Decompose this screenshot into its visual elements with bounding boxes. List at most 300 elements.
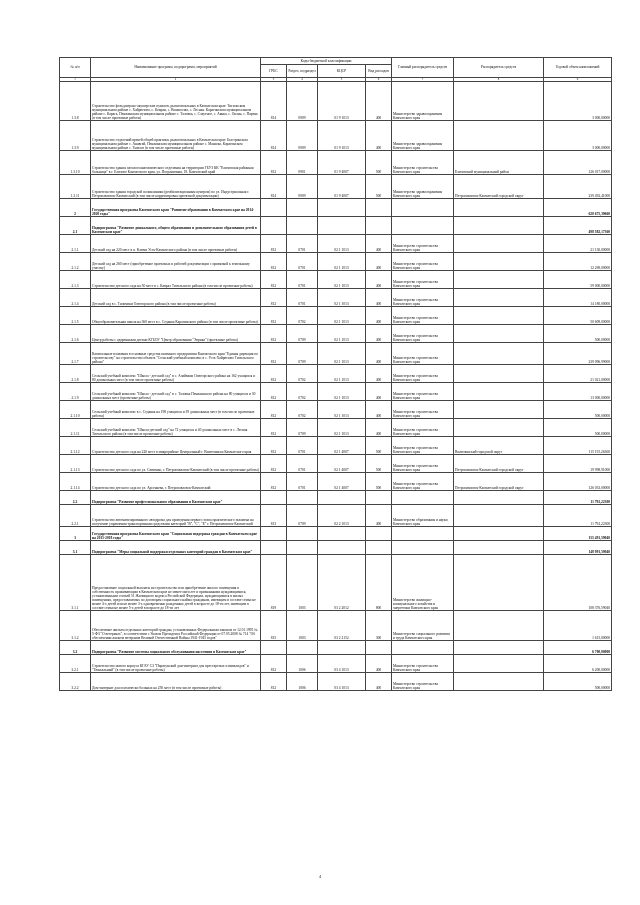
row-ksr: 02 1 1013 [318,325,366,343]
row-razdel: 0701 [287,271,318,289]
row-vr: 500 [366,437,392,455]
row-recipient [454,611,544,641]
row-amount: 14 180,00000 [544,289,612,307]
row-main-manager: Министерство строительства Камчатского края [392,383,454,401]
row-recipient [454,253,544,271]
row-main-manager [392,641,454,655]
row-number: 3.2.2 [60,673,91,691]
col-name-header: Наименование программ, подпрограмм, мероприятий [91,58,261,78]
table-row [60,343,612,365]
row-amount: 19 998,91000 [544,455,612,473]
row-vr: 400 [366,383,392,401]
row-razdel [287,217,318,235]
row-grbs: 812 [261,473,287,491]
row-number: 2.1.10 [60,401,91,419]
col-index: 4 [287,78,318,82]
table-row [60,253,612,271]
row-name: Подпрограмма "Развитие дошкольного, общего образования и дополнительного образования детей в Камчатском крае" [91,217,261,235]
row-amount: 11 792,22300 [544,491,612,505]
row-name: Детский сад на 260 мест (приобретение проектных и рабочей документации с привязкой к земельному участку) [91,253,261,271]
row-number: 2.1.3 [60,271,91,289]
row-grbs: 812 [261,325,287,343]
table-row [60,289,612,307]
row-amount: 126 017,00000 [544,151,612,175]
col-index: 5 [318,78,366,82]
row-vr: 500 [366,455,392,473]
row-name: Строительство отделений врачей общей практики, рыльтовоальных в Камчатском крае: Быстринском муниципальном районе с. Анавгай, Пенжинском муниципальном районе с. Манилы, Карагинском муниципальном районе с. Тымлат (в том числе проектные работы) [91,121,261,151]
row-name: Строительство детского сада на 220 мест в микрорайоне Центральный г. Вилючинска Камчатского края [91,437,261,455]
table-row [60,455,612,473]
row-main-manager: Министерство строительства Камчатского края [392,401,454,419]
row-number: 3.1 [60,541,91,555]
row-name: Обеспечение жильем отдельных категорий граждан, установленных Федеральным законом от 12.01.1995 № 5-ФЗ "О ветеранах", в соответствии с Указом Президента Российской Федерации от 07.05.2008 № 714 "Об обеспечении жильем ветеранов Великой Отечественной Войны 1941-1945 годов" [91,611,261,641]
row-number: 2.1.12 [60,437,91,455]
row-amount: 50 609,00000 [544,307,612,325]
row-number: 2.1.11 [60,419,91,437]
row-number: 2.2 [60,491,91,505]
row-main-manager: Министерство строительства Камчатского края [392,151,454,175]
row-grbs: 814 [261,82,287,121]
row-main-manager: Министерство жилищно-коммунального хозяйства и энергетики Камчатского края [392,555,454,611]
table-row [60,175,612,199]
col-amount-header: Годовой объем капвложений [544,58,612,78]
row-amount: 6 200,00000 [544,655,612,673]
col-main-manager-header: Главный распорядитель средств [392,58,454,78]
row-name: Детский сад на 220 мест в п. Ключи Усть-Камчатского района (в том числе проектные работы) [91,235,261,253]
row-name: Капитальные вложения в основные средства казенного предприятия Камчатского края "Единая дирекция по строительству" на строительство объекта "Сельский учебный комплекс в с. Усть-Хайрюзово Тигильского района" [91,343,261,365]
row-razdel: 1006 [287,655,318,673]
row-recipient [454,491,544,505]
row-number: 3.2.1 [60,655,91,673]
table-body [60,82,612,691]
row-ksr [318,527,366,541]
row-razdel: 0702 [287,401,318,419]
row-amount: 11 792,22300 [544,505,612,527]
row-recipient: Петропавловск-Камчатский городской округ [454,473,544,491]
row-name: Подпрограмма "Развитие системы социального обслуживания населения в Камчатском крае" [91,641,261,655]
row-vr [366,541,392,555]
col-index: 6 [366,78,392,82]
row-number: 1.3.11 [60,175,91,199]
row-ksr: 02 1 4007 [318,473,366,491]
row-vr: 400 [366,673,392,691]
row-razdel [287,541,318,555]
row-amount: 500,00000 [544,325,612,343]
row-ksr [318,491,366,505]
row-amount: 3 000,00000 [544,82,612,121]
row-vr [366,491,392,505]
row-recipient [454,343,544,365]
col-number-header: № п/п [60,58,91,78]
row-name: Строительство детского сада на 50 мест в с. Каврал Тигильского района (в том числе проектные работы) [91,271,261,289]
row-main-manager: Министерство строительства Камчатского края [392,343,454,365]
row-main-manager: Министерство здравоохранения Камчатского края [392,175,454,199]
row-name: Сельский учебный комплекс "Школа - детский сад" в с. Ачайваям Олюторского района на 162 учащихся и 80 дошкольных мест (в том числе проектные работы) [91,365,261,383]
row-ksr: 02 1 1013 [318,419,366,437]
row-main-manager: Министерство строительства Камчатского края [392,655,454,673]
row-main-manager: Министерство строительства Камчатского края [392,419,454,437]
row-razdel [287,491,318,505]
row-recipient [454,82,544,121]
table-row [60,641,612,655]
row-razdel: 0909 [287,121,318,151]
row-recipient [454,383,544,401]
row-amount: 155 491,59040 [544,527,612,541]
row-name: Строительство автоматизированного автодрома для проведения первого этапа практического экзамена на получение управления транспортными средствами категорий "В", "С", "Е" г. Петропавловск-Камчатский [91,505,261,527]
row-grbs: 812 [261,673,287,691]
row-grbs [261,541,287,555]
row-number: 2.1.1 [60,235,91,253]
row-grbs: 812 [261,419,287,437]
table-row [60,307,612,325]
row-recipient [454,199,544,217]
row-ksr [318,541,366,555]
row-recipient: Петропавловск-Камчатский городской округ [454,455,544,473]
row-amount: 500,00000 [544,419,612,437]
row-vr [366,527,392,541]
row-name: Государственная программа Камчатского края "Социальная поддержка граждан в Камчатском крае на 2015-2018 годы" [91,527,261,541]
row-razdel: 0709 [287,505,318,527]
row-main-manager: Министерство строительства Камчатского края [392,325,454,343]
row-main-manager: Министерство строительства Камчатского края [392,289,454,307]
row-name: Подпрограмма "Меры социальной поддержки отдельных категорий граждан в Камчатском крае" [91,541,261,555]
row-recipient [454,271,544,289]
row-number: 2.1.7 [60,343,91,365]
row-amount: 239 492,41000 [544,175,612,199]
table-row [60,419,612,437]
row-main-manager: Министерство строительства Камчатского края [392,473,454,491]
row-razdel: 0701 [287,455,318,473]
col-recipient-header: Распорядитель средств [454,58,544,78]
row-number: 1.3.10 [60,151,91,175]
row-name: Детский сад в с. Тиличики Олюторского района (в том числе проектные работы) [91,289,261,307]
table-row [60,271,612,289]
row-name: Строительство фельдшерско-акушерских пунктов, рыльтовоальных в Камчатском крае: Тигильском муниципальном районе с. Хайрюзово, с. Ковран, с. Воямполка, с. Лесная. Карагинском муниципальном районе с. Карага, Пенжинском муниципальном районе с. Таловка, с. Слаутное, с. Аянка, с. Оклан, с. Парень (в том числе проектные работы) [91,82,261,121]
row-grbs [261,217,287,235]
row-amount: 1 615,00000 [544,611,612,641]
row-main-manager: Министерство строительства Камчатского края [392,307,454,325]
row-ksr: 02 1 1013 [318,235,366,253]
row-amount: 108 376,59040 [544,555,612,611]
row-main-manager [392,491,454,505]
row-recipient [454,541,544,555]
row-name: Строительство здания патологоанатомического отделения на территории ГБУЗ КК "Елизовская районная больница" в г. Елизово Камчатского края, ул. Пограничная, 18. Камчатский край [91,151,261,175]
table-row [60,325,612,343]
row-razdel: 0702 [287,307,318,325]
row-razdel: 1003 [287,611,318,641]
row-number: 1.3.9 [60,121,91,151]
row-recipient [454,325,544,343]
row-grbs: 813 [261,505,287,527]
row-grbs: 812 [261,307,287,325]
col-ksr-header: КЦСР [318,65,366,78]
row-ksr: 03 2 2152 [318,611,366,641]
row-razdel [287,527,318,541]
row-vr: 800 [366,555,392,611]
row-name: Дом-интернат для психически больных на 250 мест (в том числе проектные работы) [91,673,261,691]
row-main-manager: Министерство строительства Камчатского края [392,673,454,691]
row-number: 2.1.4 [60,289,91,307]
row-amount: 12 269,00000 [544,253,612,271]
row-vr: 400 [366,271,392,289]
row-name: Предоставление социальной выплаты на строительство или приобретение жилого помещения в собственность проживающим в Камчатском крае не менее пяти лет и признанными нуждающимися, установленными статьей 51 Жилищного кодекса Российской Федерации, нуждающимися в жилых помещениях, предоставляемых по договорам социального найма гражданам, имеющим в составе семьи не менее 4-х детей или не менее 3-х одновременно рожденных детей в возрасте до 18-ти лет, имеющим в составе семьи не менее 5-х детей в возрасте до 18-ти лет [91,555,261,611]
row-number: 3.1.2 [60,611,91,641]
row-ksr: 02 2 1013 [318,505,366,527]
row-amount: 620 675,39660 [544,199,612,217]
table-row [60,527,612,541]
row-grbs: 812 [261,655,287,673]
row-number: 3 [60,527,91,541]
row-ksr: 03 2 2012 [318,555,366,611]
row-amount: 126 033,00000 [544,473,612,491]
row-vr: 400 [366,365,392,383]
row-vr: 400 [366,343,392,365]
row-ksr: 01 9 1013 [318,82,366,121]
row-razdel: 0702 [287,365,318,383]
row-number: 2.1.6 [60,325,91,343]
row-vr: 400 [366,655,392,673]
row-amount: 498 582,17360 [544,217,612,235]
row-amount: 3 000,00000 [544,121,612,151]
col-grbs-header: ГРБС [261,65,287,78]
table-row [60,655,612,673]
row-recipient [454,401,544,419]
row-main-manager: Министерство строительства Камчатского края [392,271,454,289]
row-amount: 21 130,00000 [544,235,612,253]
col-index: 8 [454,78,544,82]
row-main-manager: Министерство образования и науки Камчатского края [392,505,454,527]
row-recipient [454,365,544,383]
row-grbs: 812 [261,455,287,473]
row-razdel: 0702 [287,383,318,401]
row-main-manager: Министерство социального развития и труда Камчатского края [392,611,454,641]
table-row [60,611,612,641]
row-ksr: 02 1 1013 [318,365,366,383]
table-row [60,121,612,151]
row-number: 1.3.8 [60,82,91,121]
row-main-manager [392,199,454,217]
row-vr: 400 [366,401,392,419]
row-vr: 400 [366,82,392,121]
row-vr: 400 [366,289,392,307]
row-vr: 500 [366,151,392,175]
table-row [60,491,612,505]
row-ksr [318,199,366,217]
row-ksr: 02 1 1013 [318,289,366,307]
col-index: 7 [392,78,454,82]
row-razdel: 0701 [287,253,318,271]
row-razdel: 0901 [287,151,318,175]
row-number: 2.1.14 [60,473,91,491]
row-amount: 59 000,00000 [544,271,612,289]
row-vr: 500 [366,473,392,491]
row-razdel [287,641,318,655]
row-name: Сельский учебный комплекс "Школа-детский сад" на 72 учащихся и 40 дошкольных мест в с. Лесная Тигильского района (в том числе проектные работы) [91,419,261,437]
row-name: Строительство детского сада по ул. Савченко, г. Петропавловск-Камчатский (в том числе проектные работы) [91,455,261,473]
row-number: 2.2.1 [60,505,91,527]
table-row [60,199,612,217]
row-razdel: 1003 [287,555,318,611]
row-number: 2.1.9 [60,383,91,401]
col-razdel-header: Раздел, подраздел [287,65,318,78]
row-recipient [454,641,544,655]
row-recipient: Петропавловск-Камчатский городской округ [454,175,544,199]
row-main-manager [392,217,454,235]
row-razdel: 0909 [287,175,318,199]
row-recipient [454,307,544,325]
col-index: 1 [60,78,91,82]
row-ksr: 01 9 4007 [318,151,366,175]
row-ksr: 03 4 1013 [318,673,366,691]
row-name: Строительство детского сада по ул. Арсеньева, г. Петропавловск-Камчатский [91,473,261,491]
table-row [60,541,612,555]
row-number: 3.2 [60,641,91,655]
row-razdel: 0701 [287,289,318,307]
row-name: Сельский учебный комплекс в с. Седанка на 198 учащихся и 39 дошкольных мест (в том числе проектные работы) [91,401,261,419]
row-recipient [454,289,544,307]
row-amount: 500,00000 [544,673,612,691]
row-number: 3.1.1 [60,555,91,611]
row-recipient [454,217,544,235]
row-number: 2.1.13 [60,455,91,473]
row-amount: 500,00000 [544,401,612,419]
row-main-manager: Министерство строительства Камчатского края [392,437,454,455]
table-row [60,505,612,527]
col-index: 9 [544,78,612,82]
row-razdel: 0701 [287,235,318,253]
row-grbs: 812 [261,253,287,271]
row-razdel: 1006 [287,673,318,691]
capital-investment-table [59,57,612,691]
row-ksr: 02 1 1013 [318,307,366,325]
row-main-manager: Министерство строительства Камчатского края [392,455,454,473]
row-grbs: 814 [261,121,287,151]
table-row [60,401,612,419]
row-number: 2.1.5 [60,307,91,325]
row-name: Строительство здания городской поликлиники (реабилитационным центром) по ул. Индустриальная г. Петропавловск-Камчатский (в том числе корректировка проектной документации) [91,175,261,199]
row-main-manager: Министерство здравоохранения Камчатского края [392,121,454,151]
row-vr: 400 [366,253,392,271]
col-index: 2 [91,78,261,82]
row-ksr: 02 1 4007 [318,437,366,455]
row-razdel [287,199,318,217]
row-grbs: 812 [261,151,287,175]
row-amount: 239 096,99000 [544,343,612,365]
row-razdel: 0709 [287,325,318,343]
row-ksr: 01 9 1013 [318,121,366,151]
row-ksr [318,641,366,655]
row-name: Подпрограмма "Развитие профессионального образования в Камчатском крае" [91,491,261,505]
row-number: 2 [60,199,91,217]
page-number: 4 [318,874,322,879]
row-name: Сельский учебный комплекс "Школа - детский сад" в с. Таловка Пенжинского района на 80 учащихся и 30 дошкольных мест (проектные работы) [91,383,261,401]
row-amount: 21 021,00000 [544,365,612,383]
row-ksr: 02 1 1013 [318,253,366,271]
row-main-manager [392,527,454,541]
row-grbs: 815 [261,611,287,641]
row-vr: 400 [366,505,392,527]
row-name: Государственная программа Камчатского края "Развитие образования в Камчатском крае на 2014-2020 годы" [91,199,261,217]
row-vr: 400 [366,235,392,253]
row-vr: 500 [366,175,392,199]
row-ksr: 02 1 4007 [318,455,366,473]
row-recipient [454,235,544,253]
row-razdel: 0709 [287,343,318,365]
table-row [60,555,612,611]
row-vr: 300 [366,611,392,641]
row-vr: 400 [366,325,392,343]
row-grbs: 812 [261,365,287,383]
row-ksr: 02 1 1013 [318,383,366,401]
row-vr [366,641,392,655]
row-vr [366,199,392,217]
row-ksr: 02 1 1013 [318,401,366,419]
table-row [60,473,612,491]
row-main-manager [392,541,454,555]
table-row [60,383,612,401]
row-name: Строительство нового корпуса КГАУ СЗ "Паратунский дом-интернат для престарелых и инвалидов" и "Тюньальный" (в том числе проектные работы) [91,655,261,673]
row-grbs [261,199,287,217]
row-recipient [454,121,544,151]
row-grbs: 812 [261,437,287,455]
row-grbs [261,491,287,505]
row-number: 2.1.8 [60,365,91,383]
col-vr-header: Вид расходов [366,65,392,78]
budget-table-sheet [59,57,611,691]
budget-codes-header: Коды бюджетной классификации [261,58,392,65]
row-razdel: 0709 [287,419,318,437]
table-row [60,365,612,383]
row-grbs [261,527,287,541]
row-name: Центр работы с одаренными детьми КГБОУ "Центр образования "Эврика" (проектные работы) [91,325,261,343]
row-recipient [454,655,544,673]
row-main-manager: Министерство строительства Камчатского края [392,253,454,271]
row-main-manager: Министерство строительства Камчатского края [392,235,454,253]
row-grbs: 812 [261,343,287,365]
row-ksr: 01 9 4007 [318,175,366,199]
row-recipient: Елизовский муниципальный район [454,151,544,175]
row-razdel: 0909 [287,82,318,121]
row-grbs: 812 [261,401,287,419]
row-vr [366,217,392,235]
row-number: 2.1 [60,217,91,235]
table-row [60,151,612,175]
row-vr: 400 [366,121,392,151]
col-index: 3 [261,78,287,82]
row-recipient [454,505,544,527]
row-vr: 400 [366,307,392,325]
row-name: Общеобразовательная школа на 360 мест в с. Седанка Карагинского района (в том числе проектные работы) [91,307,261,325]
row-recipient [454,673,544,691]
row-grbs: 812 [261,235,287,253]
row-ksr: 03 4 1013 [318,655,366,673]
row-recipient [454,419,544,437]
row-amount: 115 155,26360 [544,437,612,455]
row-amount: 148 991,59040 [544,541,612,555]
row-grbs: 812 [261,271,287,289]
row-recipient [454,555,544,611]
row-amount: 13 000,00000 [544,383,612,401]
table-row [60,437,612,455]
row-recipient [454,527,544,541]
table-row [60,673,612,691]
row-grbs [261,641,287,655]
row-grbs: 814 [261,175,287,199]
table-row [60,82,612,121]
row-ksr [318,217,366,235]
row-main-manager: Министерство здравоохранения Камчатского края [392,82,454,121]
row-razdel: 0701 [287,437,318,455]
